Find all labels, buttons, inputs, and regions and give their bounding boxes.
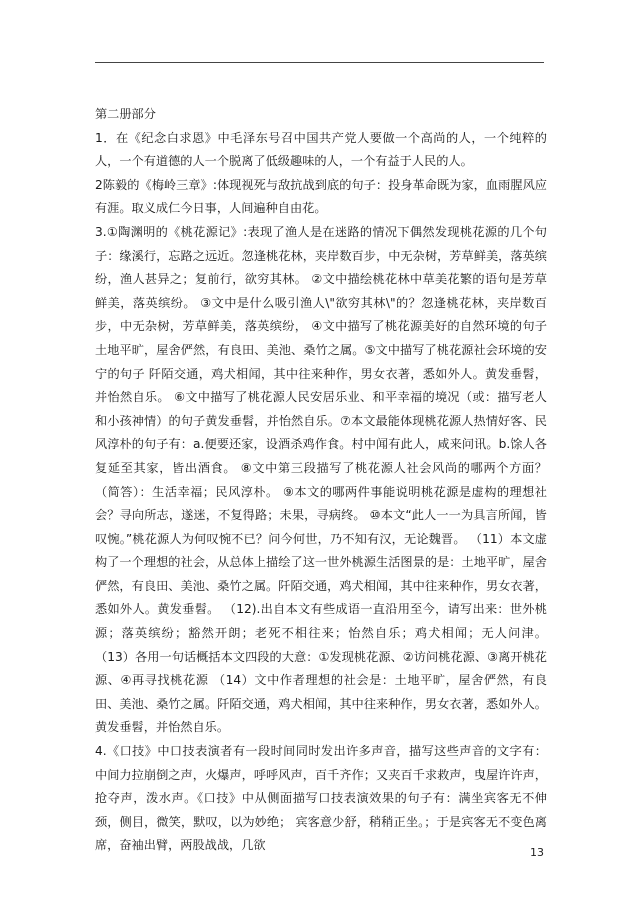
- header-rule: [95, 62, 544, 63]
- paragraph-2: 2陈毅的《梅岭三章》:体现视死与敌抗战到底的句子：投身革命既为家，血雨腥风应有涯。取义成仁今日事，人间遍种自由花。: [95, 177, 547, 216]
- section-title: 第二册部分: [95, 107, 156, 121]
- paragraph-4: 4.《口技》中口技表演者有一段时间同时发出许多声音，描写这些声音的文字有： 中间力拉崩倒之声，火爆声，呼呼风声，百千齐作；又夹百千求救声，曳屋许许声，抢夺声，泼水声。《口技》中从侧面描写口技表演效果的句子有：满坐宾客无不伸颈，侧目，微笑，默叹，以为妙绝； 宾客意少舒，稍稍正坐。；于是宾客无不变色离席，奋袖出臂，两股战战，几欲: [95, 744, 551, 853]
- page-number: 13: [530, 846, 544, 859]
- document-body: [95, 103, 551, 858]
- paragraph-1: 1．在《纪念白求恩》中毛泽东号召中国共产党人要做一个高尚的人，一个纯粹的人，一个有道德的人一个脱离了低级趣味的人，一个有益于人民的人。: [95, 130, 547, 169]
- paragraph-3: 3.①陶渊明的《桃花源记》:表现了渔人是在迷路的情况下偶然发现桃花源的几个句子：缘溪行，忘路之远近。忽逢桃花林，夹岸数百步，中无杂树，芳草鲜美，落英缤纷，渔人甚异之；复前行，欲穷其林。 ②文中描绘桃花林中草美花繁的语句是芳草鲜美，落英缤纷。 ③文中是什么吸引渔人\"欲穷其林\"的？忽逢桃花林，夹岸数百步，中无杂树，芳草鲜美，落英缤纷， ④文中描写了桃花源美好的自然环境的句子 土地平旷，屋舍俨然，有良田、美池、桑竹之属。⑤文中描写了桃花源社会环境的安宁的句子 阡陌交通，鸡犬相闻，其中往来种作，男女衣著，悉如外人。黄发垂髫，并怡然自乐。 ⑥文中描写了桃花源人民安居乐业、和平幸福的境况（或：描写老人和小孩神情）的句子黄发垂髫，并怡然自乐。⑦本文最能体现桃花源人热情好客、民风淳朴的句子有：a.便要还家，设酒杀鸡作食。村中闻有此人，咸来问讯。b.馀人各复延至其家，皆出酒食。 ⑧文中第三段描写了桃花源人社会风尚的哪两个方面？（简答）：生活幸福；民风淳朴。 ⑨本文的哪两件事能说明桃花源是虚构的理想社会？寻向所志，遂迷，不复得路；未果，寻病终。 ⑩本文“此人一一为具言所闻，皆叹惋。”桃花源人为何叹惋不已？问今何世，乃不知有汉，无论魏晋。 （11）本文虚构了一个理想的社会，从总体上描绘了这一世外桃源生活图景的是：土地平旷，屋舍俨然，有良田、美池、桑竹之属。阡陌交通，鸡犬相闻，其中往来种作，男女衣著，悉如外人。黄发垂髫。 （12).出自本文有些成语一直沿用至今，请写出来：世外桃源；落英缤纷；豁然开朗；老死不相往来；怡然自乐；鸡犬相闻；无人问津。 （13）各用一句话概括本文四段的大意：①发现桃花源、②访问桃花源、③离开桃花源、④再寻找桃花源 （14）文中作者理想的社会是：土地平旷，屋舍俨然，有良田、美池、桑竹之属。阡陌交通，鸡犬相闻，其中往来种作，男女衣著，悉如外人。黄发垂髫，并怡然自乐。: [95, 224, 551, 735]
